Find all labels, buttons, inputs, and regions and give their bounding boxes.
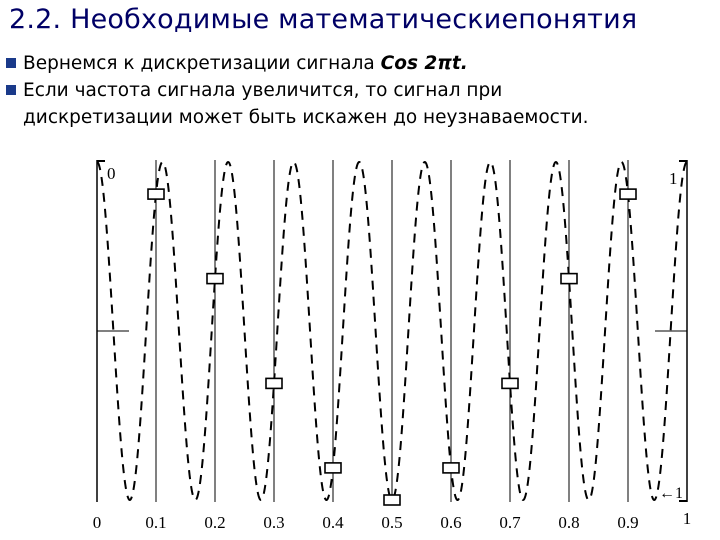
grid xyxy=(97,160,687,502)
sample-marker xyxy=(443,463,459,473)
bullet-item xyxy=(4,77,716,104)
square-bullet-icon xyxy=(6,85,16,95)
square-bullet-icon xyxy=(6,58,16,68)
sample-marker xyxy=(620,189,636,199)
x-tick-label: 0.5 xyxy=(381,513,403,532)
sample-marker xyxy=(148,189,164,199)
bullet-text: Вернемся к дискретизации сигнала xyxy=(23,53,381,74)
sample-marker xyxy=(325,463,341,473)
bullet-text: Если частота сигнала увеличится, то сигнал при xyxy=(23,80,503,101)
bullet-item-continuation xyxy=(4,104,716,131)
x-tick-label: 0.3 xyxy=(263,513,285,532)
sample-marker xyxy=(502,378,518,388)
x-tick-label: 0.8 xyxy=(558,513,580,532)
bullet-list xyxy=(4,50,716,131)
x-tick-label: 0.2 xyxy=(204,513,226,532)
bullet-item xyxy=(4,50,716,77)
x-tick-label: 1 xyxy=(682,509,692,528)
bullet-text: дискретизации может быть искажен до неузнаваемости. xyxy=(23,107,589,128)
bullet-formula: Cos 2πt. xyxy=(380,53,468,74)
y-label-bottom-right: ←1 xyxy=(659,485,683,502)
y-label-top-right: 1 xyxy=(669,169,678,188)
x-tick-label: 0.9 xyxy=(617,513,639,532)
slide-title: 2.2. Необходимые математическиепонятия xyxy=(9,4,638,35)
x-tick-label: 0.1 xyxy=(145,513,167,532)
x-tick-label: 0 xyxy=(92,513,102,532)
sample-marker xyxy=(266,378,282,388)
y-label-top-left: 0 xyxy=(107,164,116,183)
x-tick-label: 0.6 xyxy=(440,513,462,532)
sample-marker xyxy=(561,274,577,284)
sampling-chart xyxy=(0,150,720,540)
sample-marker xyxy=(384,495,400,505)
x-tick-label: 0.4 xyxy=(322,513,344,532)
sample-marker xyxy=(207,274,223,284)
x-tick-label: 0.7 xyxy=(499,513,521,532)
